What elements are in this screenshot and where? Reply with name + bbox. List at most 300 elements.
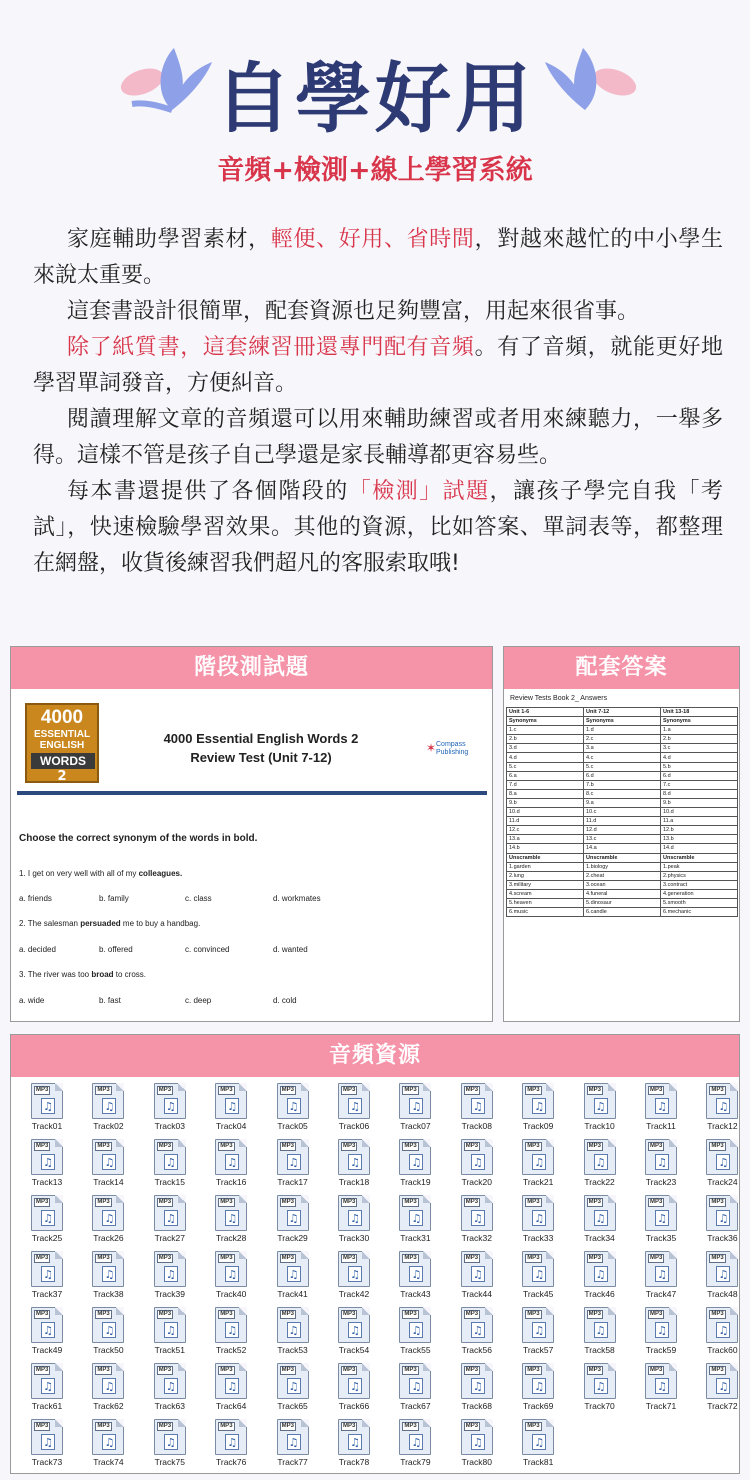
- intro-paragraph-1: [33, 222, 723, 294]
- audio-track-item[interactable]: [140, 1363, 200, 1415]
- answers-cell: Unscramble: [584, 853, 661, 862]
- mp3-file-icon: [645, 1251, 677, 1287]
- audio-track-item[interactable]: [631, 1363, 691, 1415]
- mp3-tag: MP3: [36, 1087, 49, 1093]
- mp3-tag: MP3: [220, 1255, 233, 1261]
- test-title-line: 4000 Essential English Words 2: [163, 731, 359, 746]
- audio-track-item[interactable]: [263, 1083, 323, 1135]
- audio-track-item[interactable]: [324, 1195, 384, 1247]
- track-label: Track78: [338, 1457, 370, 1467]
- track-label: Track64: [215, 1401, 247, 1411]
- answers-cell: 3.a: [584, 744, 661, 753]
- mp3-file-icon: [31, 1139, 63, 1175]
- music-note-icon: ♫: [287, 1434, 301, 1450]
- answers-cell: 8.a: [507, 789, 584, 798]
- track-label: Track38: [93, 1289, 124, 1299]
- mp3-file-icon: [92, 1307, 124, 1343]
- answers-cell: 5.heaven: [507, 898, 584, 907]
- answers-cell: 1.d: [584, 726, 661, 735]
- audio-track-item[interactable]: [692, 1195, 750, 1247]
- audio-track-item[interactable]: [78, 1139, 138, 1191]
- answers-cell: 2.lung: [507, 871, 584, 880]
- audio-track-item[interactable]: [201, 1083, 261, 1135]
- mp3-file-icon: [399, 1139, 431, 1175]
- mp3-file-icon: [215, 1139, 247, 1175]
- mp3-file-icon: [399, 1195, 431, 1231]
- audio-track-item[interactable]: [324, 1251, 384, 1303]
- audio-track-item[interactable]: [324, 1139, 384, 1191]
- mp3-tag: MP3: [343, 1367, 356, 1373]
- track-label: Track27: [154, 1233, 185, 1243]
- answers-cell: 5.smooth: [661, 898, 738, 907]
- intro-text: [33, 222, 723, 582]
- audio-track-item[interactable]: [324, 1363, 384, 1415]
- mp3-tag: MP3: [343, 1255, 356, 1261]
- mp3-tag: MP3: [404, 1087, 417, 1093]
- audio-track-item[interactable]: [385, 1419, 445, 1471]
- highlight-text: 除了紙質書，這套練習冊還專門配有音頻: [67, 335, 475, 360]
- answers-row: [507, 762, 738, 771]
- audio-track-item[interactable]: [447, 1363, 507, 1415]
- audio-track-item[interactable]: [263, 1363, 323, 1415]
- music-note-icon: ♫: [41, 1098, 55, 1114]
- music-note-icon: ♫: [164, 1322, 178, 1338]
- audio-track-item[interactable]: [78, 1307, 138, 1359]
- mp3-tag: MP3: [650, 1367, 663, 1373]
- track-label: Track46: [584, 1289, 615, 1299]
- music-note-icon: ♫: [409, 1154, 423, 1170]
- mp3-file-icon: [277, 1195, 309, 1231]
- track-label: Track17: [277, 1177, 308, 1187]
- audio-track-item[interactable]: [140, 1307, 200, 1359]
- mp3-tag: MP3: [36, 1199, 49, 1205]
- audio-track-item[interactable]: [631, 1307, 691, 1359]
- music-note-icon: ♫: [41, 1434, 55, 1450]
- track-label: Track67: [400, 1401, 431, 1411]
- mp3-file-icon: [522, 1195, 554, 1231]
- answers-cell: 2.physics: [661, 871, 738, 880]
- mp3-tag: MP3: [97, 1087, 110, 1093]
- audio-track-item[interactable]: [447, 1419, 507, 1471]
- music-note-icon: ♫: [471, 1098, 485, 1114]
- mp3-tag: MP3: [281, 1143, 294, 1149]
- music-note-icon: ♫: [716, 1154, 730, 1170]
- track-label: Track74: [93, 1457, 124, 1467]
- audio-track-item[interactable]: [78, 1363, 138, 1415]
- audio-track-item[interactable]: [201, 1307, 261, 1359]
- mp3-file-icon: [522, 1307, 554, 1343]
- audio-track-item[interactable]: [201, 1251, 261, 1303]
- track-label: Track81: [522, 1457, 554, 1467]
- mp3-tag: MP3: [158, 1143, 172, 1149]
- audio-track-item[interactable]: [17, 1083, 77, 1135]
- track-label: Track20: [461, 1177, 492, 1187]
- mp3-file-icon: [645, 1139, 677, 1175]
- track-label: Track11: [646, 1121, 676, 1131]
- music-note-icon: ♫: [225, 1378, 239, 1394]
- mp3-file-icon: [92, 1195, 124, 1231]
- track-label: Track34: [584, 1233, 615, 1243]
- mp3-tag: MP3: [404, 1143, 417, 1149]
- answers-cell: 14.b: [507, 844, 584, 853]
- answers-row: [507, 908, 738, 917]
- mp3-file-icon: [92, 1251, 124, 1287]
- answers-cell: 4.d: [661, 753, 738, 762]
- music-note-icon: ♫: [348, 1098, 362, 1114]
- answers-row: [507, 744, 738, 753]
- audio-track-item[interactable]: [140, 1251, 200, 1303]
- audio-track-item[interactable]: [570, 1195, 630, 1247]
- music-note-icon: ♫: [532, 1434, 546, 1450]
- answers-cell: 1.c: [507, 726, 584, 735]
- music-note-icon: ♫: [164, 1098, 178, 1114]
- audio-track-item[interactable]: [508, 1139, 568, 1191]
- music-note-icon: ♫: [348, 1266, 362, 1282]
- audio-track-item[interactable]: [263, 1139, 323, 1191]
- audio-track-item[interactable]: [631, 1195, 691, 1247]
- music-note-icon: ♫: [716, 1378, 730, 1394]
- track-label: Track21: [522, 1177, 554, 1187]
- mp3-file-icon: [584, 1083, 616, 1119]
- track-label: Track65: [277, 1401, 308, 1411]
- mp3-file-icon: [277, 1419, 309, 1455]
- audio-track-item[interactable]: [385, 1251, 445, 1303]
- mp3-file-icon: [584, 1139, 616, 1175]
- music-note-icon: ♫: [348, 1154, 362, 1170]
- mp3-tag: MP3: [711, 1255, 724, 1261]
- music-note-icon: ♫: [716, 1322, 730, 1338]
- audio-track-item[interactable]: [570, 1363, 630, 1415]
- audio-track-item[interactable]: [570, 1083, 630, 1135]
- mp3-tag: MP3: [465, 1367, 479, 1373]
- music-note-icon: ♫: [409, 1378, 423, 1394]
- track-label: Track08: [461, 1121, 492, 1131]
- mp3-file-icon: [154, 1083, 186, 1119]
- track-label: Track05: [277, 1121, 308, 1131]
- audio-track-item[interactable]: [570, 1307, 630, 1359]
- audio-track-item[interactable]: [631, 1083, 691, 1135]
- track-label: Track22: [584, 1177, 615, 1187]
- answers-cell: 13.a: [507, 835, 584, 844]
- audio-track-item[interactable]: [17, 1195, 77, 1247]
- music-note-icon: ♫: [594, 1266, 608, 1282]
- audio-track-item[interactable]: [17, 1139, 77, 1191]
- track-label: Track15: [154, 1177, 185, 1187]
- track-label: Track36: [707, 1233, 738, 1243]
- track-label: Track48: [707, 1289, 738, 1299]
- audio-track-item[interactable]: [508, 1419, 568, 1471]
- music-note-icon: ♫: [102, 1322, 116, 1338]
- audio-track-item[interactable]: [78, 1195, 138, 1247]
- music-note-icon: ♫: [164, 1378, 178, 1394]
- mp3-file-icon: [522, 1139, 554, 1175]
- text: ，對越來越忙的中小學生來說太重要。: [33, 227, 723, 288]
- music-note-icon: ♫: [287, 1378, 301, 1394]
- audio-track-item[interactable]: [447, 1251, 507, 1303]
- audio-track-item[interactable]: [385, 1083, 445, 1135]
- option: c. class: [185, 894, 212, 903]
- mp3-file-icon: [338, 1139, 370, 1175]
- mp3-file-icon: [706, 1251, 738, 1287]
- mp3-file-icon: [399, 1363, 431, 1399]
- text: 1. I get on very well with all of my: [19, 869, 139, 878]
- mp3-file-icon: [522, 1363, 554, 1399]
- audio-track-item[interactable]: [692, 1251, 750, 1303]
- track-label: Track37: [31, 1289, 63, 1299]
- mp3-file-icon: [215, 1419, 247, 1455]
- mp3-tag: MP3: [220, 1311, 233, 1317]
- mp3-tag: MP3: [404, 1311, 417, 1317]
- track-label: Track25: [31, 1233, 63, 1243]
- music-note-icon: ♫: [532, 1266, 546, 1282]
- track-label: Track01: [31, 1121, 63, 1131]
- audio-track-item[interactable]: [17, 1419, 77, 1471]
- audio-track-item[interactable]: [201, 1139, 261, 1191]
- audio-track-item[interactable]: [508, 1251, 568, 1303]
- music-note-icon: ♫: [532, 1378, 546, 1394]
- answers-cell: 14.d: [661, 844, 738, 853]
- mp3-file-icon: [399, 1307, 431, 1343]
- audio-track-item[interactable]: [631, 1251, 691, 1303]
- audio-track-item[interactable]: [78, 1083, 138, 1135]
- audio-track-item[interactable]: [631, 1139, 691, 1191]
- mp3-tag: MP3: [527, 1367, 540, 1373]
- question-3: [19, 970, 146, 979]
- mp3-tag: MP3: [343, 1087, 356, 1093]
- track-label: Track49: [31, 1345, 63, 1355]
- option: c. convinced: [185, 945, 230, 954]
- track-label: Track57: [522, 1345, 554, 1355]
- answers-cell: 9.b: [661, 798, 738, 807]
- mp3-tag: MP3: [158, 1087, 172, 1093]
- audio-track-item[interactable]: [140, 1083, 200, 1135]
- mp3-tag: MP3: [588, 1311, 601, 1317]
- track-label: Track16: [215, 1177, 247, 1187]
- audio-track-item[interactable]: [324, 1307, 384, 1359]
- option: b. offered: [99, 945, 133, 954]
- title-banner: [0, 28, 750, 143]
- track-label: Track40: [215, 1289, 247, 1299]
- track-label: Track28: [215, 1233, 247, 1243]
- track-label: Track62: [93, 1401, 124, 1411]
- music-note-icon: ♫: [655, 1266, 669, 1282]
- audio-track-item[interactable]: [140, 1139, 200, 1191]
- mp3-file-icon: [338, 1419, 370, 1455]
- audio-track-item[interactable]: [385, 1363, 445, 1415]
- audio-track-item[interactable]: [447, 1139, 507, 1191]
- answers-row: [507, 817, 738, 826]
- mp3-tag: MP3: [220, 1087, 233, 1093]
- mp3-file-icon: [461, 1251, 493, 1287]
- audio-track-item[interactable]: [508, 1307, 568, 1359]
- mp3-tag: MP3: [158, 1423, 172, 1429]
- answers-cell: 7.c: [661, 780, 738, 789]
- mp3-tag: MP3: [404, 1367, 417, 1373]
- mp3-tag: MP3: [465, 1311, 479, 1317]
- audio-track-item[interactable]: [508, 1195, 568, 1247]
- track-label: Track24: [707, 1177, 738, 1187]
- audio-track-item[interactable]: [201, 1195, 261, 1247]
- option: a. wide: [19, 996, 45, 1005]
- track-label: Track61: [31, 1401, 63, 1411]
- mp3-file-icon: [154, 1363, 186, 1399]
- track-label: Track42: [338, 1289, 370, 1299]
- audio-track-item[interactable]: [201, 1419, 261, 1471]
- music-note-icon: ♫: [716, 1210, 730, 1226]
- answers-cell: 10.d: [661, 808, 738, 817]
- audio-track-item[interactable]: [447, 1195, 507, 1247]
- audio-track-item[interactable]: [140, 1195, 200, 1247]
- audio-track-item[interactable]: [78, 1419, 138, 1471]
- music-note-icon: ♫: [41, 1210, 55, 1226]
- mp3-tag: MP3: [36, 1423, 49, 1429]
- track-label: Track63: [154, 1401, 185, 1411]
- answers-cell: 9.b: [507, 798, 584, 807]
- mp3-tag: MP3: [465, 1199, 479, 1205]
- mp3-tag: MP3: [97, 1423, 110, 1429]
- audio-track-item[interactable]: [692, 1139, 750, 1191]
- answers-cell: 7.b: [584, 780, 661, 789]
- music-note-icon: ♫: [594, 1154, 608, 1170]
- highlight-text: 「檢測」試題: [348, 479, 490, 504]
- mp3-tag: MP3: [97, 1143, 110, 1149]
- audio-track-item[interactable]: [692, 1083, 750, 1135]
- mp3-tag: MP3: [343, 1311, 356, 1317]
- music-note-icon: ♫: [471, 1266, 485, 1282]
- audio-track-item[interactable]: [447, 1083, 507, 1135]
- audio-track-item[interactable]: [692, 1307, 750, 1359]
- audio-track-item[interactable]: [263, 1195, 323, 1247]
- mp3-file-icon: [31, 1251, 63, 1287]
- answers-row: [507, 735, 738, 744]
- answers-cell: 3.military: [507, 880, 584, 889]
- audio-track-item[interactable]: [17, 1251, 77, 1303]
- mp3-tag: MP3: [97, 1199, 110, 1205]
- answers-row: [507, 880, 738, 889]
- page-title: 自學好用: [215, 54, 535, 143]
- mp3-file-icon: [461, 1363, 493, 1399]
- audio-track-item[interactable]: [385, 1195, 445, 1247]
- bold-word: colleagues.: [138, 869, 183, 878]
- answers-cell: Unscramble: [661, 853, 738, 862]
- answers-cell: 4.generation: [661, 889, 738, 898]
- compass-logo-icon: ✶: [426, 741, 437, 755]
- music-note-icon: ♫: [532, 1210, 546, 1226]
- audio-track-item[interactable]: [692, 1363, 750, 1415]
- answers-row: [507, 835, 738, 844]
- answers-cell: 2.b: [661, 735, 738, 744]
- audio-track-item[interactable]: [324, 1419, 384, 1471]
- audio-track-item[interactable]: [508, 1083, 568, 1135]
- answers-cell: 8.d: [661, 789, 738, 798]
- music-note-icon: ♫: [41, 1378, 55, 1394]
- book-cover-image: [25, 703, 99, 783]
- track-label: Track26: [93, 1233, 124, 1243]
- audio-panel-heading: 音頻資源: [11, 1035, 739, 1077]
- answers-cell: 7.d: [507, 780, 584, 789]
- mp3-file-icon: [277, 1251, 309, 1287]
- mp3-tag: MP3: [97, 1255, 110, 1261]
- mp3-tag: MP3: [650, 1311, 663, 1317]
- intro-paragraph-3: [33, 330, 723, 402]
- answers-cell: 13.c: [584, 835, 661, 844]
- mp3-tag: MP3: [281, 1255, 294, 1261]
- audio-track-item[interactable]: [324, 1083, 384, 1135]
- audio-track-item[interactable]: [570, 1251, 630, 1303]
- mp3-file-icon: [277, 1083, 309, 1119]
- mp3-tag: MP3: [711, 1143, 724, 1149]
- cover-line: ESSENTIAL: [33, 729, 91, 740]
- audio-track-item[interactable]: [263, 1251, 323, 1303]
- audio-track-item[interactable]: [263, 1419, 323, 1471]
- audio-track-item[interactable]: [263, 1307, 323, 1359]
- track-label: Track53: [277, 1345, 308, 1355]
- audio-track-item[interactable]: [508, 1363, 568, 1415]
- music-note-icon: ♫: [41, 1322, 55, 1338]
- track-label: Track75: [154, 1457, 185, 1467]
- option: b. family: [99, 894, 129, 903]
- answers-caption: Review Tests Book 2_ Answers: [510, 695, 608, 702]
- answers-cell: 13.b: [661, 835, 738, 844]
- music-note-icon: ♫: [287, 1210, 301, 1226]
- audio-track-item[interactable]: [78, 1251, 138, 1303]
- answers-cell: Unit 13-18: [661, 708, 738, 717]
- answers-cell: 4.d: [507, 753, 584, 762]
- music-note-icon: ♫: [655, 1322, 669, 1338]
- track-label: Track10: [584, 1121, 615, 1131]
- mp3-tag: MP3: [281, 1423, 294, 1429]
- mp3-tag: MP3: [650, 1255, 663, 1261]
- audio-track-item[interactable]: [201, 1363, 261, 1415]
- music-note-icon: ♫: [594, 1322, 608, 1338]
- audio-track-item[interactable]: [385, 1139, 445, 1191]
- mp3-tag: MP3: [158, 1199, 172, 1205]
- audio-track-item[interactable]: [385, 1307, 445, 1359]
- intro-paragraph-2: 這套書設計很簡單，配套資源也足夠豐富，用起來很省事。: [67, 299, 640, 324]
- mp3-tag: MP3: [343, 1199, 356, 1205]
- answers-row: [507, 771, 738, 780]
- mp3-tag: MP3: [404, 1423, 417, 1429]
- mp3-tag: MP3: [220, 1423, 233, 1429]
- answers-cell: 1.peak: [661, 862, 738, 871]
- audio-track-item[interactable]: [140, 1419, 200, 1471]
- answers-cell: 3.contract: [661, 880, 738, 889]
- track-label: Track76: [215, 1457, 247, 1467]
- audio-track-item[interactable]: [17, 1307, 77, 1359]
- mp3-file-icon: [706, 1307, 738, 1343]
- text: 。有了音頻，就能更好地學習單詞發音，方便糾音。: [33, 335, 723, 396]
- mp3-tag: MP3: [36, 1143, 49, 1149]
- track-label: Track79: [400, 1457, 431, 1467]
- mp3-tag: MP3: [527, 1255, 540, 1261]
- track-label: Track55: [400, 1345, 431, 1355]
- audio-track-item[interactable]: [447, 1307, 507, 1359]
- music-note-icon: ♫: [532, 1154, 546, 1170]
- music-note-icon: ♫: [409, 1434, 423, 1450]
- music-note-icon: ♫: [225, 1322, 239, 1338]
- mp3-file-icon: [522, 1083, 554, 1119]
- audio-track-item[interactable]: [17, 1363, 77, 1415]
- mp3-tag: MP3: [465, 1087, 479, 1093]
- mp3-tag: MP3: [650, 1199, 663, 1205]
- mp3-tag: MP3: [527, 1199, 540, 1205]
- answers-panel: [503, 646, 740, 1022]
- mp3-tag: MP3: [588, 1255, 601, 1261]
- cover-volume: 2: [57, 769, 67, 784]
- track-label: Track52: [215, 1345, 247, 1355]
- answers-cell: 6.d: [661, 771, 738, 780]
- audio-track-item[interactable]: [570, 1139, 630, 1191]
